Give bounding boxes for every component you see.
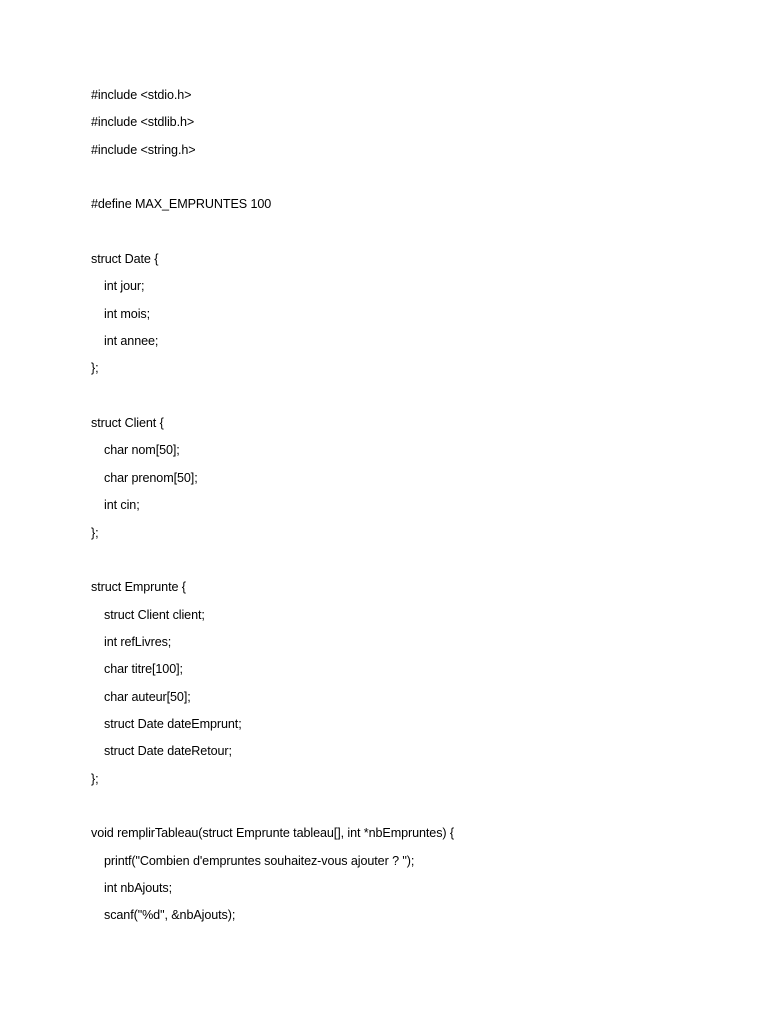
- blank-line: [91, 167, 731, 194]
- blank-line: [91, 222, 731, 249]
- code-line: int annee;: [104, 334, 159, 349]
- code-line: void remplirTableau(struct Emprunte tableau[], int *nbEmpruntes) {: [91, 826, 454, 841]
- code-line: printf("Combien d'empruntes souhaitez-vous ajouter ? ");: [104, 853, 415, 868]
- blank-line: [91, 550, 731, 577]
- blank-line: [91, 796, 731, 823]
- code-line: };: [91, 525, 99, 540]
- code-line: };: [91, 771, 99, 786]
- code-line: int mois;: [104, 306, 150, 321]
- code-line: struct Client {: [91, 416, 164, 431]
- code-line: };: [91, 361, 99, 376]
- code-line: struct Date dateRetour;: [104, 744, 232, 759]
- code-line: #include <stdlib.h>: [91, 115, 195, 130]
- code-line: int refLivres;: [104, 634, 172, 649]
- code-line: #include <stdio.h>: [91, 88, 192, 102]
- code-line: #include <string.h>: [91, 142, 196, 157]
- code-line: struct Emprunte {: [91, 580, 186, 595]
- code-line: #define MAX_EMPRUNTES 100: [91, 197, 272, 212]
- code-line: char nom[50];: [104, 443, 180, 458]
- code-listing: [91, 85, 731, 933]
- code-line: char titre[100];: [104, 662, 183, 677]
- code-line: char prenom[50];: [104, 470, 198, 485]
- code-line: int jour;: [104, 279, 145, 294]
- code-line: struct Date {: [91, 252, 159, 267]
- code-line: struct Client client;: [104, 607, 205, 622]
- code-line: char auteur[50];: [104, 689, 191, 704]
- code-line: int cin;: [104, 498, 140, 513]
- code-line: scanf("%d", &nbAjouts);: [104, 908, 236, 923]
- blank-line: [91, 386, 731, 413]
- code-line: struct Date dateEmprunt;: [104, 716, 242, 731]
- code-line: int nbAjouts;: [104, 880, 173, 895]
